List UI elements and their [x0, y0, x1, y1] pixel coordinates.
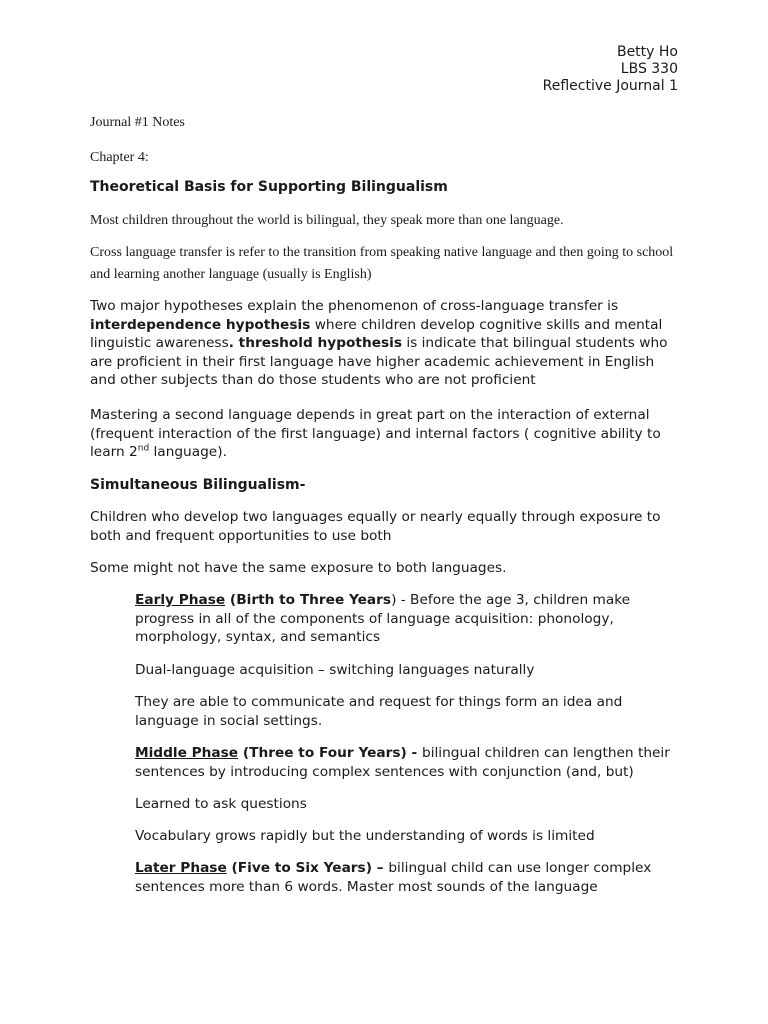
paragraph-vocabulary: Vocabulary grows rapidly but the understanding of words is limited — [135, 828, 595, 844]
paragraph-learned: Learned to ask questions — [135, 796, 307, 812]
later-phase-ages: (Five to Six Years) – — [226, 860, 389, 876]
paragraph-middle-phase — [135, 744, 680, 781]
paragraph-children-develop: Children who develop two languages equally or nearly equally through exposure to both and frequent opportunities to use both — [90, 509, 661, 544]
mastering-text-2: language). — [149, 444, 227, 460]
hypotheses-text-3: is indicate that bilingual students who are proficient in their first language have higher academic achievement in English and other subjects than do those students who are not proficient — [90, 335, 668, 388]
paragraph-most-children: Most children throughout the world is bilingual, they speak more than one language. — [90, 213, 564, 228]
paragraph-dual-language: Dual-language acquisition – switching languages naturally — [135, 662, 535, 678]
early-phase-ages: (Birth to Three Years — [225, 592, 392, 608]
simultaneous-heading: Simultaneous Bilingualism- — [90, 477, 306, 493]
course-code: LBS 330 — [620, 61, 678, 77]
threshold-term: . threshold hypothesis — [228, 335, 402, 351]
chapter-label: Chapter 4: — [90, 150, 149, 165]
mastering-text-1: Mastering a second language depends in great part on the interaction of external (frequent interaction of the first language) and internal factors ( cognitive ability to learn 2 — [90, 407, 661, 460]
paragraph-able-to: They are able to communicate and request for things form an idea and language in social settings. — [135, 694, 623, 729]
hypotheses-text-2: where children develop cognitive skills and mental linguistic awareness — [90, 316, 663, 351]
middle-phase-term: Middle Phase — [135, 745, 239, 761]
interdependence-term: interdependence hypothesis — [90, 316, 311, 333]
early-phase-term: Early Phase — [135, 592, 226, 608]
later-phase-term: Later Phase — [135, 860, 227, 876]
middle-phase-ages: (Three to Four Years) - — [238, 745, 422, 761]
paragraph-some-might: Some might not have the same exposure to both languages. — [90, 560, 507, 576]
author-name: Betty Ho — [616, 44, 678, 60]
journal-label: Journal #1 Notes — [90, 115, 185, 130]
paragraph-early-phase — [135, 591, 680, 647]
middle-phase-text: bilingual children can lengthen their sentences by introducing complex sentences with conjunction (and, but) — [135, 745, 670, 780]
paragraph-two-hypotheses — [90, 297, 680, 390]
assignment-title: Reflective Journal 1 — [542, 78, 678, 94]
paragraph-cross-language: Cross language transfer is refer to the transition from speaking native language and then going to school and learning another language (usually is English) — [90, 245, 674, 282]
later-phase-text: bilingual child can use longer complex sentences more than 6 words. Master most sounds of the language — [135, 860, 652, 895]
document-header — [543, 44, 678, 95]
ordinal-suffix: nd — [137, 443, 150, 454]
paragraph-mastering — [90, 406, 680, 462]
early-phase-text: ) - Before the age 3, children make progress in all of the components of language acquisition: phonology, morphology, syntax, and semantics — [135, 592, 631, 645]
hypotheses-text-1: Two major hypotheses explain the phenomenon of cross-language transfer is — [90, 298, 619, 314]
section-heading: Theoretical Basis for Supporting Bilingualism — [90, 179, 448, 195]
paragraph-later-phase — [135, 859, 680, 896]
